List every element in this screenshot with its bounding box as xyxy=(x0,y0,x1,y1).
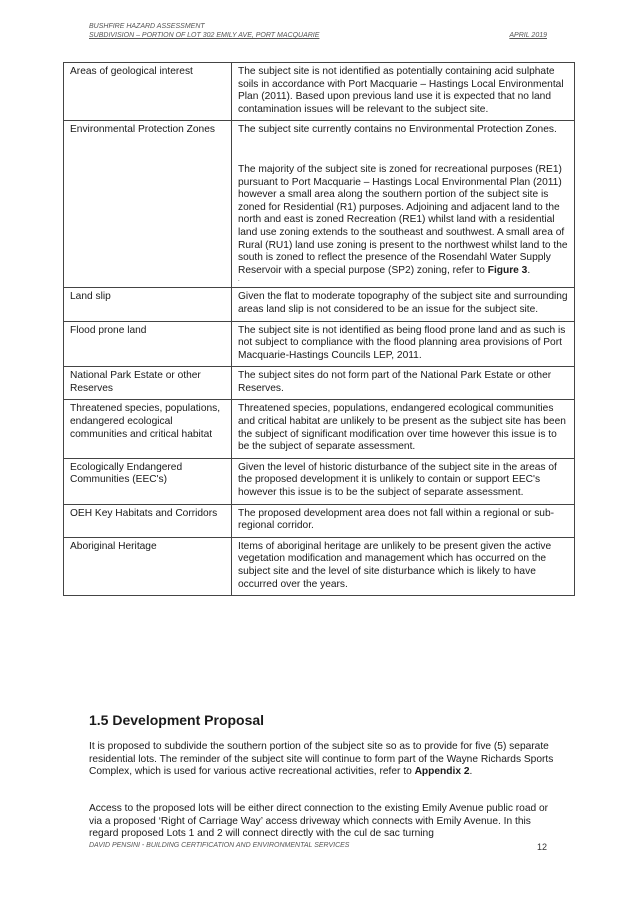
row-trailing-mark: . xyxy=(238,277,240,284)
row-label: Threatened species, populations, endangered ecological communities and critical habitat xyxy=(64,400,232,458)
row-description: The subject site is not identified as potentially containing acid sulphate soils in accordance with Port Macquarie – Hastings Local Environmental Plan (2011). Based upon previous land use it is expected that no land contamination issues will be relevant to the subject site. xyxy=(232,63,575,121)
row-label: OEH Key Habitats and Corridors xyxy=(64,504,232,537)
section-paragraph: It is proposed to subdivide the southern portion of the subject site so as to provide for five (5) separate residential lots. The reminder of the subject site will continue to form part of the Wayne Richards Sports Complex, which is used for various active recreational activities, refer to Appendix 2. xyxy=(89,741,554,778)
page-number: 12 xyxy=(536,842,547,852)
header-date: APRIL 2019 xyxy=(509,32,547,39)
page-footer xyxy=(89,842,547,852)
row-description: Items of aboriginal heritage are unlikely to be present given the active vegetation modification and management which has occurred on the subject site and the level of site disturbance which is likely to have occurred over the years. xyxy=(232,537,575,595)
row-description xyxy=(232,121,575,288)
table-row xyxy=(64,537,575,595)
table-row xyxy=(64,458,575,504)
section-paragraph: Access to the proposed lots will be either direct connection to the existing Emily Avenue public road or via a proposed ‘Right of Carriage Way’ access driveway which connects with Emily Avenue. In this regard proposed Lots 1 and 2 will connect directly with the cul de sac turning xyxy=(89,803,549,840)
header-subtitle: SUBDIVISION – PORTION OF LOT 302 EMILY AVE, PORT MACQUARIE xyxy=(89,32,320,39)
table-row xyxy=(64,504,575,537)
row-label: Ecologically Endangered Communities (EEC's) xyxy=(64,458,232,504)
table-row xyxy=(64,367,575,400)
section-heading: 1.5 Development Proposal xyxy=(89,712,265,728)
row-description: The proposed development area does not fall within a regional or sub-regional corridor. xyxy=(232,504,575,537)
footer-text: DAVID PENSINI - BUILDING CERTIFICATION AND ENVIRONMENTAL SERVICES xyxy=(89,842,350,849)
figure-reference: Figure 3 xyxy=(487,264,528,276)
row-label: Areas of geological interest xyxy=(64,63,232,121)
header-subtitle-row xyxy=(89,31,547,40)
row-label: Flood prone land xyxy=(64,321,232,367)
table-row xyxy=(64,400,575,458)
row-description-para: The majority of the subject site is zoned for recreational purposes (RE1) pursuant to Port Macquarie – Hastings Local Environmental Plan (2011) however a small area along the southern portion of the subject site is zoned for Residential (R1) purposes. Adjoining and adjacent land to the north and east is zoned Recreation (RE1) whilst land with a residential land use zoning extends to the southeast and southwest. A small area of Rural (RU1) land use zoning is present to the northwest whilst land to the south is zoned to reflect the presence of the Rosendahl Water Supply Reservoir with a special purpose (SP2) zoning, refer to Figure 3. xyxy=(238,163,568,276)
table-row xyxy=(64,121,575,288)
appendix-reference: Appendix 2 xyxy=(414,766,470,778)
table-row xyxy=(64,63,575,121)
row-description: The subject sites do not form part of the National Park Estate or other Reserves. xyxy=(232,367,575,400)
row-label: Environmental Protection Zones xyxy=(64,121,232,288)
table-row xyxy=(64,321,575,367)
row-description: Threatened species, populations, endangered ecological communities and critical habitat are unlikely to be present as the subject site has been the subject of significant modification over time however this issue is to be the subject of separate assessment. xyxy=(232,400,575,458)
site-characteristics-table xyxy=(63,62,575,596)
row-label: National Park Estate or other Reserves xyxy=(64,367,232,400)
row-description: Given the level of historic disturbance of the subject site in the areas of the proposed development it is unlikely to contain or support EEC's however this issue is to be the subject of separate assessment. xyxy=(232,458,575,504)
row-label: Land slip xyxy=(64,288,232,321)
row-description: Given the flat to moderate topography of the subject site and surrounding areas land slip is not considered to be an issue for the subject site. xyxy=(232,288,575,321)
row-description: The subject site is not identified as being flood prone land and as such is not subject to compliance with the flood planning area provisions of Port Macquarie-Hastings Councils LEP, 2011. xyxy=(232,321,575,367)
table-row xyxy=(64,288,575,321)
row-label: Aboriginal Heritage xyxy=(64,537,232,595)
page-header xyxy=(89,22,547,40)
header-title: BUSHFIRE HAZARD ASSESSMENT xyxy=(89,23,205,30)
row-description-para: The subject site currently contains no Environmental Protection Zones. xyxy=(238,124,557,136)
